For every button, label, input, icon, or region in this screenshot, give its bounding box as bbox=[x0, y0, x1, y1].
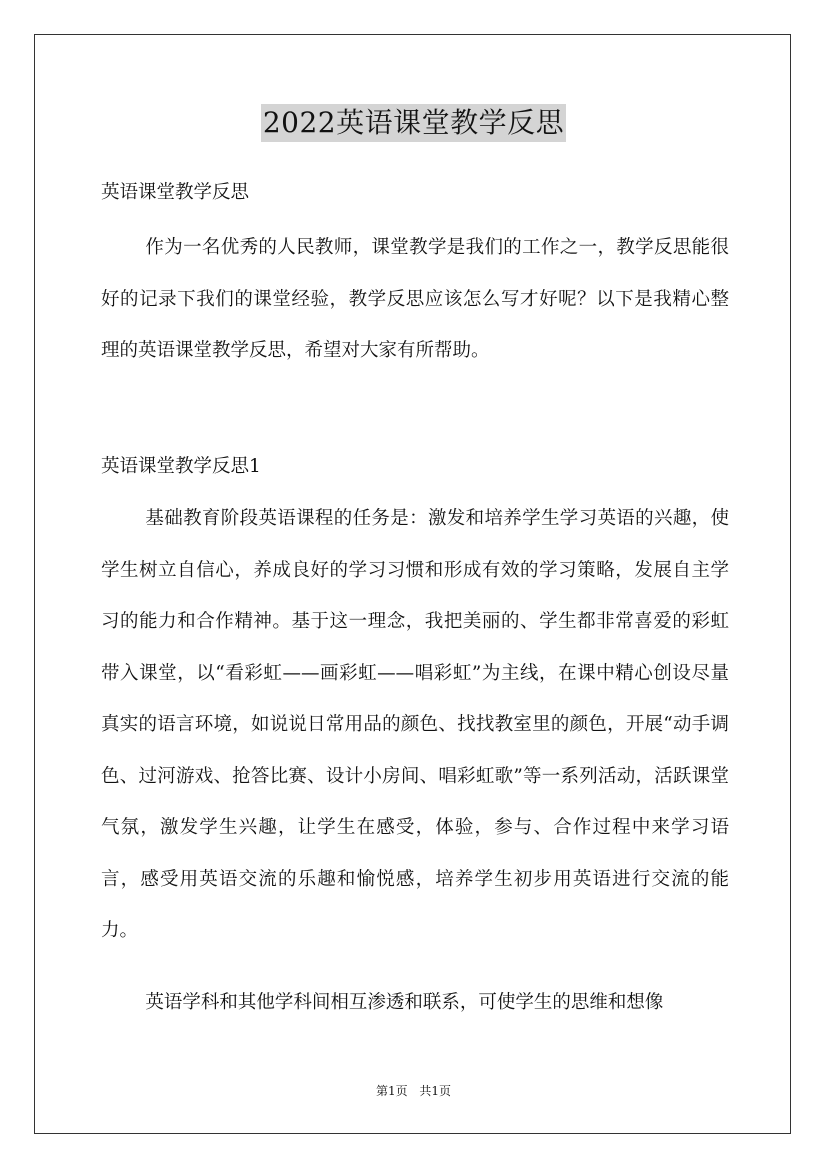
page-total: 共1页 bbox=[419, 1084, 452, 1098]
title-container bbox=[0, 104, 827, 142]
section1-heading: 英语课堂教学反思1 bbox=[101, 456, 261, 477]
section1-paragraph-2: 英语学科和其他学科间相互渗透和联系，可使学生的思维和想像 bbox=[145, 992, 664, 1013]
section1-paragraph-1: 基础教育阶段英语课程的任务是：激发和培养学生学习英语的兴趣，使学生树立自信心，养成良好的学习习惯和形成有效的学习策略，发展自主学习的能力和合作精神。基于这一理念，我把美丽的、学生都非常喜爱的彩虹带入课堂，以“看彩虹——画彩虹——唱彩虹”为主线，在课中精心创设尽量真实的语言环境，如说说日常用品的颜色、找找教室里的颜色，开展“动手调色、过河游戏、抢答比赛、设计小房间、唱彩虹歌”等一系列活动，活跃课堂气氛，激发学生兴趣，让学生在感受，体验，参与、合作过程中来学习语言，感受用英语交流的乐趣和愉悦感，培养学生初步用英语进行交流的能力。 bbox=[101, 508, 729, 941]
intro-paragraph: 作为一名优秀的人民教师，课堂教学是我们的工作之一，教学反思能很好的记录下我们的课堂经验，教学反思应该怎么写才好呢？以下是我精心整理的英语课堂教学反思，希望对大家有所帮助。 bbox=[101, 237, 729, 361]
page-footer bbox=[0, 1083, 827, 1099]
document-title: 2022英语课堂教学反思 bbox=[261, 104, 566, 142]
page-number: 第1页 bbox=[375, 1084, 408, 1098]
main-heading: 英语课堂教学反思 bbox=[101, 182, 250, 203]
